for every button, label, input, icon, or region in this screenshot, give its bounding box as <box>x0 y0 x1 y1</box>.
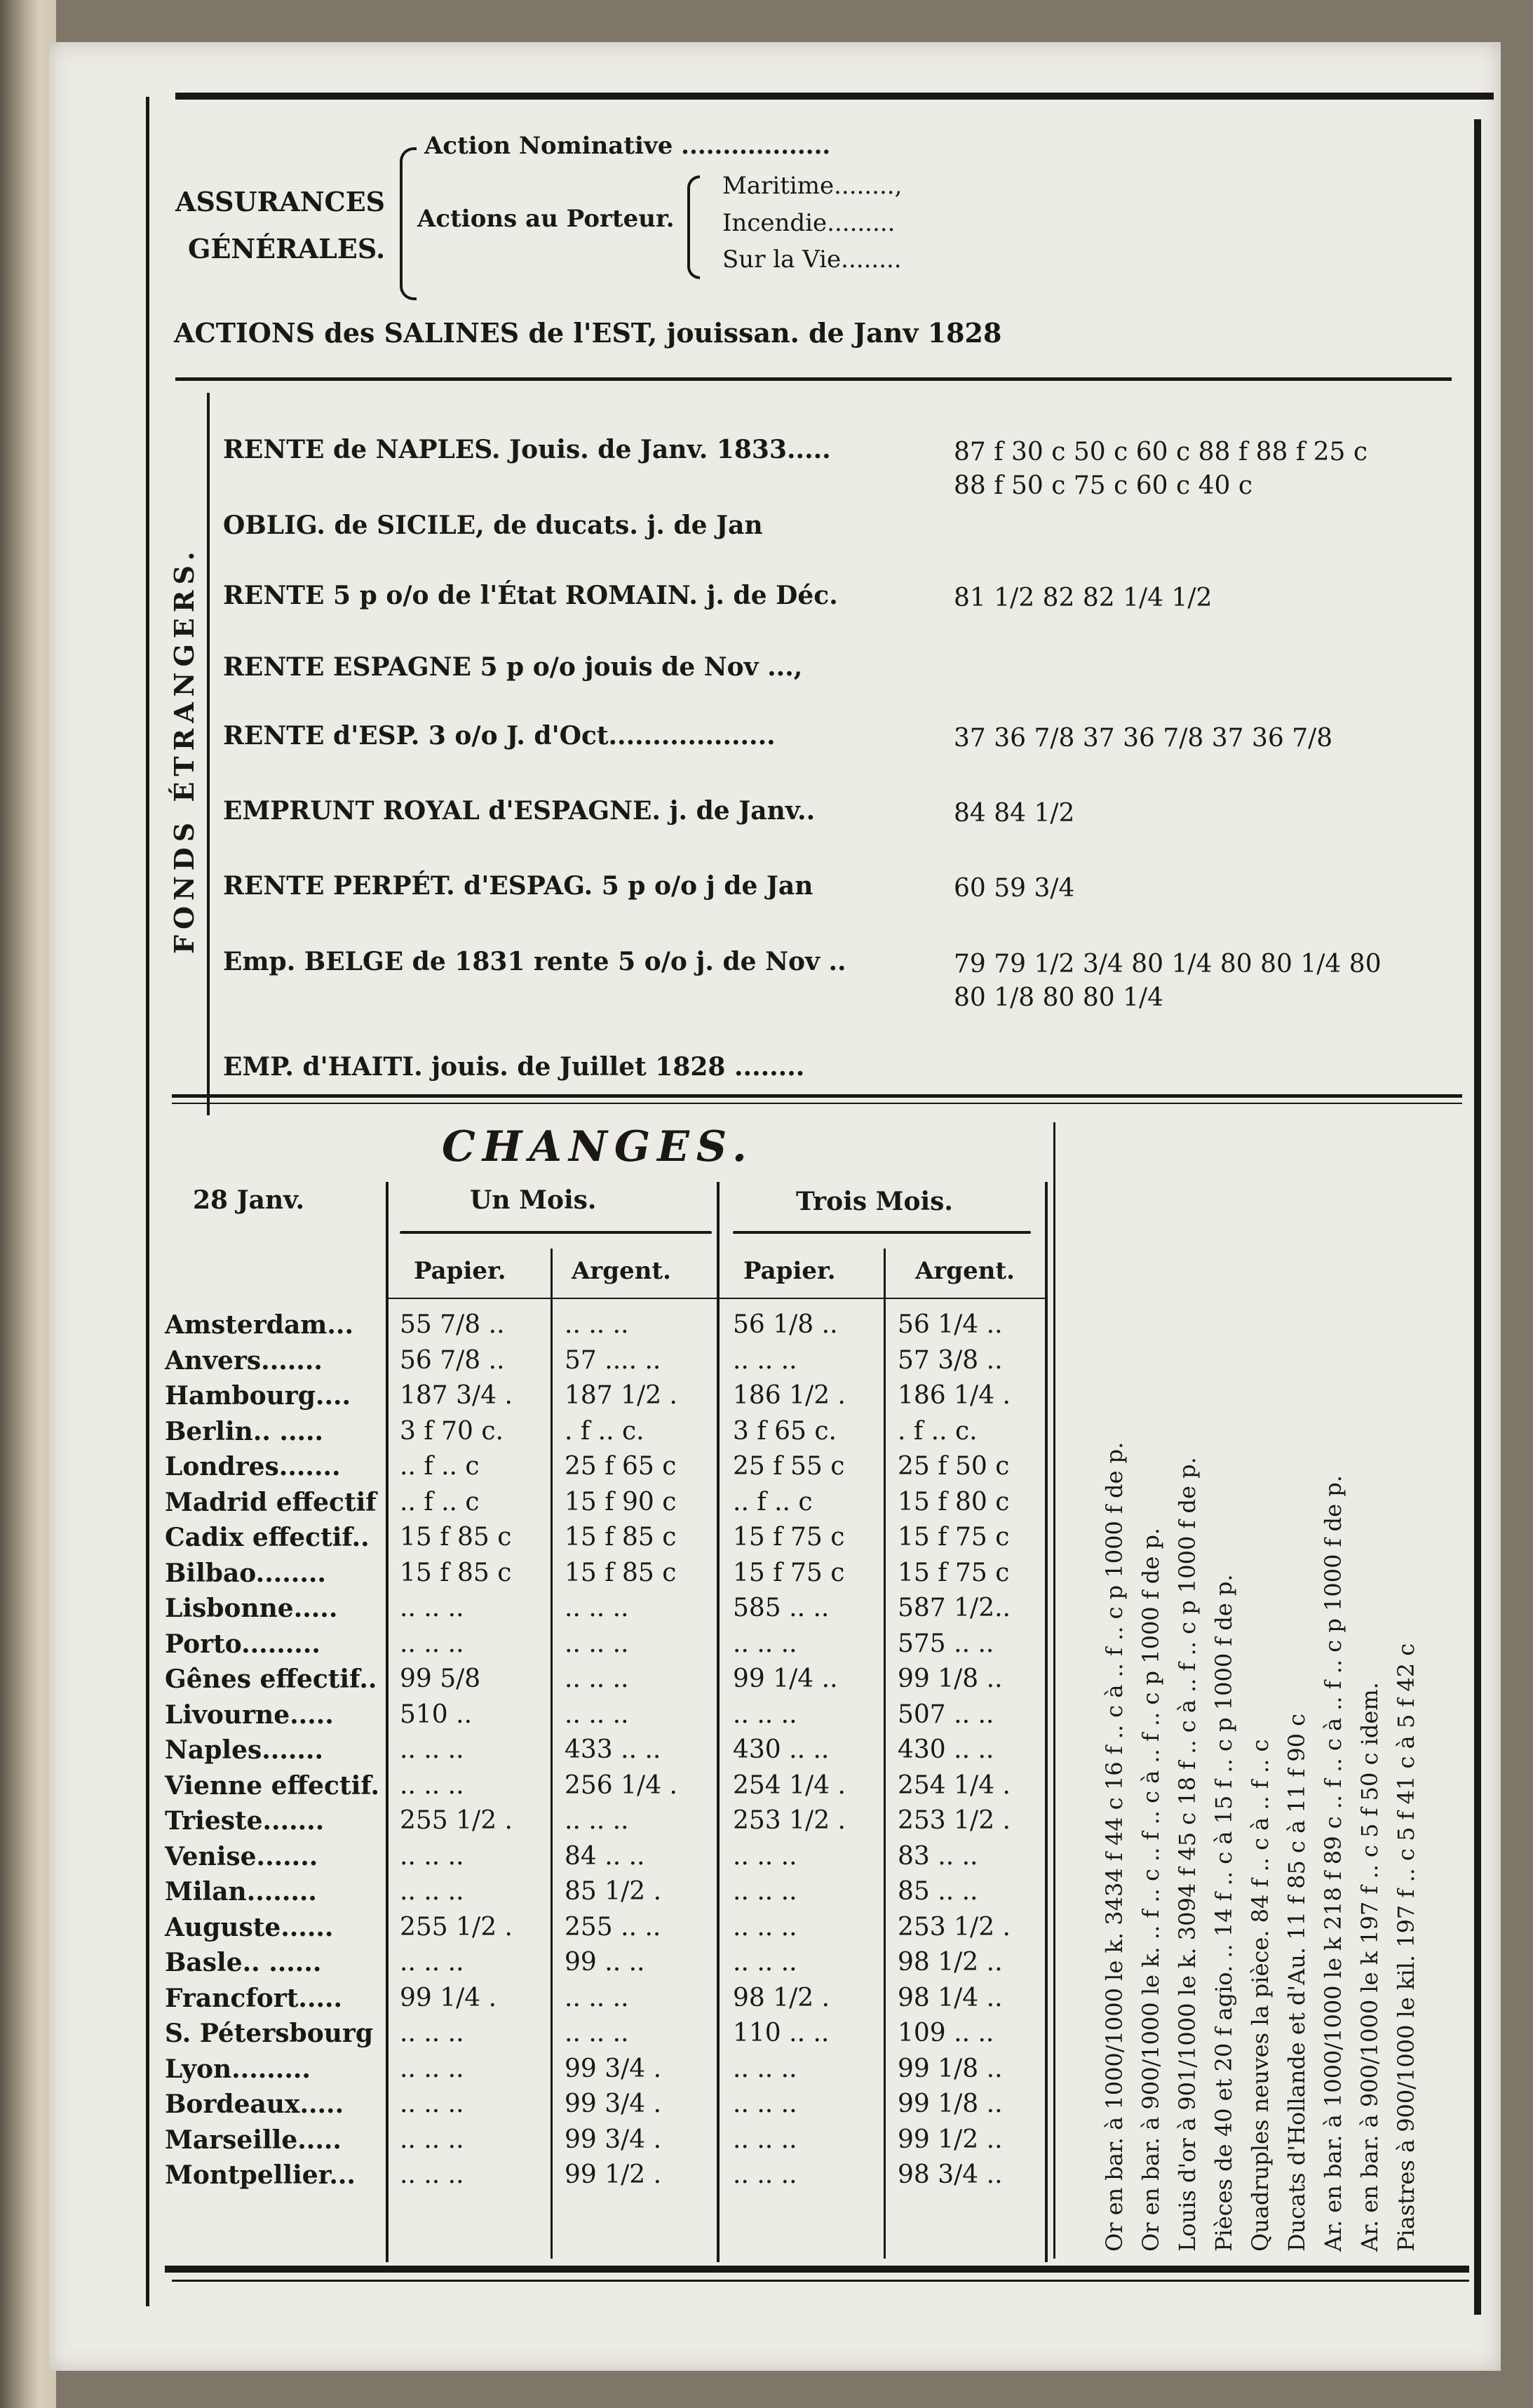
city-name: Anvers....... <box>165 1345 323 1375</box>
fonds-row-label: EMP. d'HAITI. jouis. de Juillet 1828 ........ <box>223 1052 805 1082</box>
city-name: Lyon......... <box>165 2054 311 2084</box>
un-mois-papier: 187 3/4 . <box>400 1381 513 1410</box>
trois-mois-argent: 98 1/4 .. <box>898 1983 1003 2012</box>
un-mois-argent: 15 f 85 c <box>565 1523 677 1552</box>
un-mois-argent: .. .. .. <box>565 1594 629 1622</box>
trois-mois-papier: 98 1/2 . <box>733 1983 830 2012</box>
un-mois-papier: .. .. .. <box>400 1948 464 1977</box>
assurances-brace <box>400 147 417 300</box>
incendie: Incendie......... <box>722 209 896 237</box>
un-mois-argent: 15 f 85 c <box>565 1558 677 1587</box>
argent-header-2: Argent. <box>915 1257 1015 1285</box>
action-nominative: Action Nominative .................. <box>424 132 831 160</box>
trois-mois-argent: 99 1/2 .. <box>898 2125 1003 2154</box>
un-mois-papier: .. .. .. <box>400 1770 464 1800</box>
changes-title: CHANGES. <box>442 1122 754 1171</box>
trois-mois-argent: 575 .. .. <box>898 1629 994 1658</box>
un-mois-argent: 85 1/2 . <box>565 1877 662 1906</box>
fonds-row-value: 37 36 7/8 37 36 7/8 37 36 7/8 <box>954 724 1333 753</box>
trois-mois-papier: 15 f 75 c <box>733 1523 845 1552</box>
metaux-line: Ar. en bar. à 900/1000 le k 197 f .. c 5 f 50 c idem. <box>1356 1682 1383 2252</box>
city-name: Montpellier... <box>165 2160 356 2190</box>
sur-la-vie: Sur la Vie........ <box>722 245 902 274</box>
papier-header-1: Papier. <box>414 1257 506 1285</box>
trois-mois-papier: .. .. .. <box>733 2125 797 2154</box>
un-mois-argent: 99 3/4 . <box>565 2090 662 2118</box>
trois-mois-papier: .. .. .. <box>733 2160 797 2189</box>
fonds-etrangers-label: FONDS ÉTRANGERS. <box>168 546 200 954</box>
assurances-label-2: GÉNÉRALES. <box>188 233 386 264</box>
city-name: Cadix effectif.. <box>165 1523 370 1552</box>
un-mois-argent: 256 1/4 . <box>565 1770 677 1800</box>
trois-mois-papier: 56 1/8 .. <box>733 1310 838 1339</box>
col-rule-6 <box>1053 1122 1055 2259</box>
col-rule-4 <box>884 1249 886 2259</box>
un-mois-papier: 99 5/8 <box>400 1664 481 1693</box>
un-mois-papier: 56 7/8 .. <box>400 1345 505 1375</box>
fonds-row-label: OBLIG. de SICILE, de ducats. j. de Jan <box>223 511 763 540</box>
un-mois-argent: .. .. .. <box>565 1806 629 1835</box>
trois-mois-papier: .. .. .. <box>733 2054 797 2083</box>
un-mois-argent: .. .. .. <box>565 1983 629 2012</box>
un-mois-argent: 187 1/2 . <box>565 1381 677 1410</box>
fonds-row-value: 79 79 1/2 3/4 80 1/4 80 80 1/4 80 <box>954 950 1382 978</box>
rule-after-fonds <box>172 1094 1462 1098</box>
bottom-rule <box>165 2266 1469 2273</box>
city-name: Amsterdam... <box>165 1310 353 1340</box>
trois-mois-argent: 25 f 50 c <box>898 1452 1010 1481</box>
un-mois-argent: 57 .... .. <box>565 1345 661 1375</box>
city-name: Gênes effectif.. <box>165 1664 377 1694</box>
trois-mois-argent: 253 1/2 . <box>898 1806 1011 1835</box>
un-mois-argent: 99 .. .. <box>565 1948 645 1977</box>
trois-mois-argent: 507 .. .. <box>898 1700 994 1729</box>
un-mois-papier: 3 f 70 c. <box>400 1416 504 1446</box>
trois-mois-argent: 85 .. .. <box>898 1877 978 1906</box>
trois-mois-argent: 99 1/8 .. <box>898 1664 1003 1693</box>
metaux-line: Ar. en bar. à 1000/1000 le k 218 f 89 c .. f .. c à .. f .. c p 1000 f de p. <box>1320 1475 1346 2252</box>
city-name: Bordeaux..... <box>165 2090 344 2119</box>
city-name: Londres....... <box>165 1452 341 1481</box>
city-name: Bilbao........ <box>165 1558 326 1588</box>
city-name: Berlin.. ..... <box>165 1416 324 1446</box>
trois-mois-papier: .. .. .. <box>733 1629 797 1658</box>
trois-mois-argent: . f .. c. <box>898 1416 978 1446</box>
un-mois-papier: .. .. .. <box>400 2019 464 2047</box>
col-rule-3 <box>717 1182 720 2262</box>
trois-mois-argent: 186 1/4 . <box>898 1381 1011 1410</box>
un-mois-papier: .. .. .. <box>400 1594 464 1622</box>
un-mois-argent: . f .. c. <box>565 1416 644 1446</box>
trois-mois-argent: 56 1/4 .. <box>898 1310 1003 1339</box>
argent-header-1: Argent. <box>572 1257 671 1285</box>
trois-mois-papier: .. .. .. <box>733 2090 797 2118</box>
fonds-row-value-continued: 88 f 50 c 75 c 60 c 40 c <box>954 471 1253 500</box>
trois-mois-papier: .. .. .. <box>733 1700 797 1729</box>
city-name: Venise....... <box>165 1841 318 1871</box>
book-binding <box>0 0 56 2408</box>
fonds-row-label: RENTE ESPAGNE 5 p o/o jouis de Nov ..., <box>223 652 803 682</box>
rule-after-fonds-2 <box>172 1103 1462 1104</box>
trois-mois-argent: 254 1/4 . <box>898 1770 1011 1800</box>
rule-after-salines <box>175 377 1452 381</box>
un-mois-papier: 15 f 85 c <box>400 1558 512 1587</box>
fonds-row-label: RENTE PERPÉT. d'ESPAG. 5 p o/o j de Jan <box>223 871 813 901</box>
fonds-row-value: 87 f 30 c 50 c 60 c 88 f 88 f 25 c <box>954 438 1368 466</box>
un-mois-argent: 99 1/2 . <box>565 2160 662 2189</box>
document-page <box>49 42 1501 2371</box>
city-name: Auguste...... <box>165 1912 334 1942</box>
un-mois-header: Un Mois. <box>470 1185 597 1215</box>
un-mois-argent: .. .. .. <box>565 1700 629 1729</box>
un-mois-argent: .. .. .. <box>565 1310 629 1339</box>
un-mois-papier: .. .. .. <box>400 1629 464 1658</box>
trois-mois-papier: .. .. .. <box>733 1841 797 1871</box>
un-mois-argent: 433 .. .. <box>565 1735 661 1764</box>
trois-mois-argent: 109 .. .. <box>898 2019 994 2047</box>
un-mois-argent: 15 f 90 c <box>565 1487 677 1516</box>
un-mois-argent: 84 .. .. <box>565 1841 645 1871</box>
metaux-line: Ducats d'Hollande et d'Au. 11 f 85 c à 11 f 90 c <box>1283 1713 1310 2252</box>
un-mois-papier: .. .. .. <box>400 1841 464 1871</box>
trois-mois-papier: 99 1/4 .. <box>733 1664 838 1693</box>
trois-mois-header: Trois Mois. <box>796 1187 953 1216</box>
trois-mois-papier: 430 .. .. <box>733 1735 830 1764</box>
trois-mois-argent: 99 1/8 .. <box>898 2090 1003 2118</box>
trois-mois-papier: .. .. .. <box>733 1877 797 1906</box>
un-mois-papier: .. .. .. <box>400 1877 464 1906</box>
un-mois-papier: 255 1/2 . <box>400 1912 513 1942</box>
city-name: Francfort..... <box>165 1983 343 2013</box>
trois-mois-papier: 110 .. .. <box>733 2019 830 2047</box>
un-mois-argent: .. .. .. <box>565 1664 629 1693</box>
header-underline <box>386 1298 1045 1299</box>
un-mois-argent: 99 3/4 . <box>565 2125 662 2154</box>
fonds-divider <box>207 393 210 1115</box>
trois-mois-papier: .. .. .. <box>733 1912 797 1942</box>
un-mois-papier: .. .. .. <box>400 2160 464 2189</box>
fonds-row-label: RENTE 5 p o/o de l'État ROMAIN. j. de Déc. <box>223 581 838 610</box>
fonds-row-label: EMPRUNT ROYAL d'ESPAGNE. j. de Janv.. <box>223 796 816 826</box>
city-name: Porto......... <box>165 1629 320 1659</box>
trois-mois-papier: 186 1/2 . <box>733 1381 846 1410</box>
col-rule-2 <box>551 1249 553 2259</box>
un-mois-papier: .. .. .. <box>400 1735 464 1764</box>
un-mois-argent: 99 3/4 . <box>565 2054 662 2083</box>
trois-mois-papier: 585 .. .. <box>733 1594 830 1622</box>
city-name: Milan........ <box>165 1877 317 1906</box>
actions-porteur: Actions au Porteur. <box>417 205 675 233</box>
trois-mois-argent: 98 1/2 .. <box>898 1948 1003 1977</box>
un-mois-argent: .. .. .. <box>565 1629 629 1658</box>
un-mois-papier: 15 f 85 c <box>400 1523 512 1552</box>
un-mois-brace <box>400 1231 712 1234</box>
trois-mois-papier: 25 f 55 c <box>733 1452 845 1481</box>
city-name: Madrid effectif <box>165 1487 377 1517</box>
metaux-line: Or en bar. à 1000/1000 le k. 3434 f 44 c 16 f .. c à .. f .. c p 1000 f de p. <box>1101 1441 1128 2252</box>
un-mois-papier: .. .. .. <box>400 2125 464 2154</box>
un-mois-papier: 99 1/4 . <box>400 1983 497 2012</box>
trois-mois-argent: 253 1/2 . <box>898 1912 1011 1942</box>
city-name: S. Pétersbourg <box>165 2019 374 2048</box>
trois-mois-argent: 15 f 75 c <box>898 1558 1010 1587</box>
assurances-label-1: ASSURANCES <box>175 186 386 217</box>
metaux-line: Louis d'or à 901/1000 le k. 3094 f 45 c 18 f .. c à .. f .. c p 1000 f de p. <box>1174 1457 1201 2252</box>
un-mois-papier: .. f .. c <box>400 1452 480 1481</box>
un-mois-argent: 255 .. .. <box>565 1912 661 1942</box>
trois-mois-argent: 98 3/4 .. <box>898 2160 1003 2189</box>
right-frame-rule <box>1474 119 1481 2315</box>
trois-mois-argent: 15 f 75 c <box>898 1523 1010 1552</box>
trois-mois-papier: .. .. .. <box>733 1948 797 1977</box>
col-rule-1 <box>386 1182 389 2262</box>
trois-mois-argent: 57 3/8 .. <box>898 1345 1003 1375</box>
city-name: Trieste....... <box>165 1806 325 1836</box>
bottom-rule-2 <box>172 2280 1469 2282</box>
city-name: Marseille..... <box>165 2125 342 2155</box>
trois-mois-papier: 254 1/4 . <box>733 1770 846 1800</box>
un-mois-papier: .. f .. c <box>400 1487 480 1516</box>
un-mois-argent: .. .. .. <box>565 2019 629 2047</box>
un-mois-argent: 25 f 65 c <box>565 1452 677 1481</box>
fonds-row-value-continued: 80 1/8 80 80 1/4 <box>954 983 1164 1012</box>
fonds-row-value: 60 59 3/4 <box>954 874 1075 903</box>
trois-mois-papier: .. .. .. <box>733 1345 797 1375</box>
porteur-brace <box>687 175 700 279</box>
un-mois-papier: 510 .. <box>400 1700 473 1729</box>
un-mois-papier: .. .. .. <box>400 2090 464 2118</box>
city-name: Hambourg.... <box>165 1381 351 1411</box>
city-name: Livourne..... <box>165 1700 334 1730</box>
trois-mois-brace <box>733 1231 1031 1234</box>
trois-mois-papier: 15 f 75 c <box>733 1558 845 1587</box>
left-frame-rule <box>146 97 149 2306</box>
trois-mois-papier: 3 f 65 c. <box>733 1416 837 1446</box>
un-mois-papier: .. .. .. <box>400 2054 464 2083</box>
trois-mois-argent: 83 .. .. <box>898 1841 978 1871</box>
salines-line: ACTIONS des SALINES de l'EST, jouissan. de Janv 1828 <box>174 317 1002 349</box>
metaux-line: Quadruples neuves la pièce. 84 f .. c à .. f .. c <box>1247 1739 1274 2252</box>
metaux-line: Pièces de 40 et 20 f agio. .. 14 f .. c à 15 f .. c p 1000 f de p. <box>1210 1574 1237 2252</box>
fonds-row-label: Emp. BELGE de 1831 rente 5 o/o j. de Nov .. <box>223 947 846 976</box>
col-rule-5 <box>1045 1182 1048 2262</box>
fonds-row-value: 84 84 1/2 <box>954 799 1075 828</box>
fonds-row-value: 81 1/2 82 82 1/4 1/2 <box>954 584 1213 612</box>
changes-date: 28 Janv. <box>193 1185 304 1215</box>
trois-mois-argent: 430 .. .. <box>898 1735 994 1764</box>
un-mois-papier: 255 1/2 . <box>400 1806 513 1835</box>
fonds-row-label: RENTE d'ESP. 3 o/o J. d'Oct................... <box>223 721 776 751</box>
metaux-line: Or en bar. à 900/1000 le k. .. f .. c .. f .. c à .. f .. c p 1000 f de p. <box>1137 1527 1164 2252</box>
trois-mois-papier: .. f .. c <box>733 1487 813 1516</box>
maritime: Maritime........, <box>722 172 903 200</box>
city-name: Naples....... <box>165 1735 323 1765</box>
city-name: Lisbonne..... <box>165 1594 338 1623</box>
un-mois-papier: 55 7/8 .. <box>400 1310 505 1339</box>
trois-mois-argent: 99 1/8 .. <box>898 2054 1003 2083</box>
trois-mois-argent: 15 f 80 c <box>898 1487 1010 1516</box>
city-name: Basle.. ...... <box>165 1948 322 1977</box>
fonds-row-label: RENTE de NAPLES. Jouis. de Janv. 1833..... <box>223 435 831 464</box>
trois-mois-papier: 253 1/2 . <box>733 1806 846 1835</box>
papier-header-2: Papier. <box>743 1257 836 1285</box>
metaux-line: Piastres à 900/1000 le kil. 197 f .. c 5 f 41 c à 5 f 42 c <box>1393 1643 1419 2252</box>
city-name: Vienne effectif. <box>165 1770 379 1801</box>
top-rule <box>175 93 1494 100</box>
trois-mois-argent: 587 1/2.. <box>898 1594 1011 1622</box>
